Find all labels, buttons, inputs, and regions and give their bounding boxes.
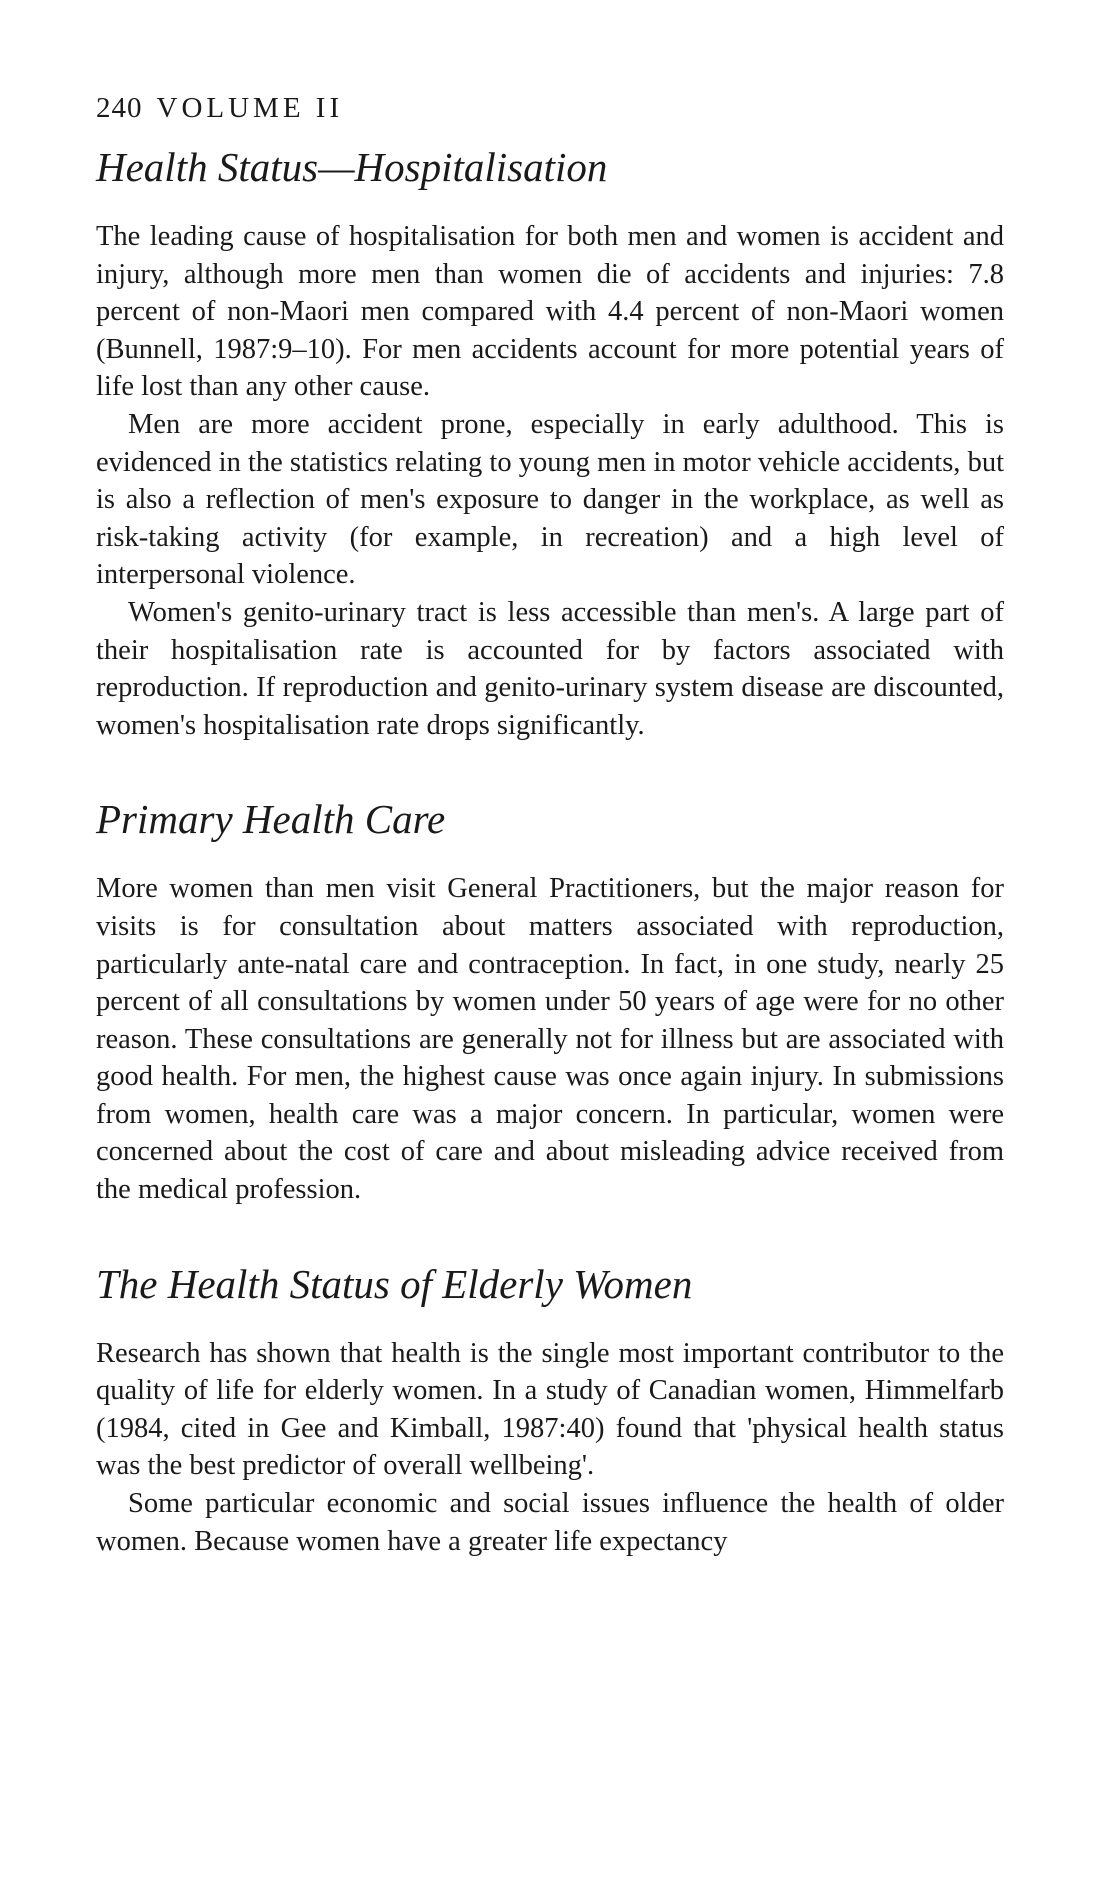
section-primary-health-care [96,794,1004,1208]
paragraph: Research has shown that health is the single most important contributor to the quality of life for elderly women. In a study of Canadian women, Himmelfarb (1984, cited in Gee and Kimball, 1987:40) found that 'physical health status was the best predictor of overall wellbeing'. [96,1337,1004,1482]
page-number: 240 [96,92,143,124]
section-heading: Primary Health Care [96,796,446,843]
section-hospitalisation [96,142,1004,744]
paragraph: Men are more accident prone, especially in early adulthood. This is evidenced in the statistics relating to young men in motor vehicle accidents, but is also a reflection of men's exposure to danger in the workplace, as well as risk-taking activity (for example, in recreation) and a high level of interpersonal violence. [96,408,1004,591]
paragraph: Some particular economic and social issues influence the health of older women. Because women have a greater life expectancy [96,1488,1004,1557]
section-heading: Health Status—Hospitalisation [96,144,608,190]
book-page [96,88,1004,1610]
running-head [96,88,1004,128]
section-elderly-women [96,1259,1004,1561]
paragraph: The leading cause of hospitalisation for both men and women is accident and injury, although more men than women die of accidents and injuries: 7.8 percent of non-Maori men compared with 4.4 percent of non-Maori women (Bunnell, 1987:9–10). For men accidents account for more potential years of life lost than any other cause. [96,221,1004,403]
section-heading: The Health Status of Elderly Women [96,1260,693,1307]
volume-label: VOLUME II [156,92,344,124]
paragraph: Women's genito-urinary tract is less accessible than men's. A large part of their hospitalisation rate is accounted for by factors associated with reproduction. If reproduction and genito-urinary system disease are discounted, women's hospitalisation rate drops significantly. [96,596,1004,741]
paragraph: More women than men visit General Practitioners, but the major reason for visits is for consultation about matters associated with reproduction, particularly ante-natal care and contraception. In fact, in one study, nearly 25 percent of all consultations by women under 50 years of age were for no other reason. These consultations are generally not for illness but are associated with good health. For men, the highest cause was once again injury. In submissions from women, health care was a major concern. In particular, women were concerned about the cost of care and about misleading advice received from the medical profession. [96,873,1004,1206]
